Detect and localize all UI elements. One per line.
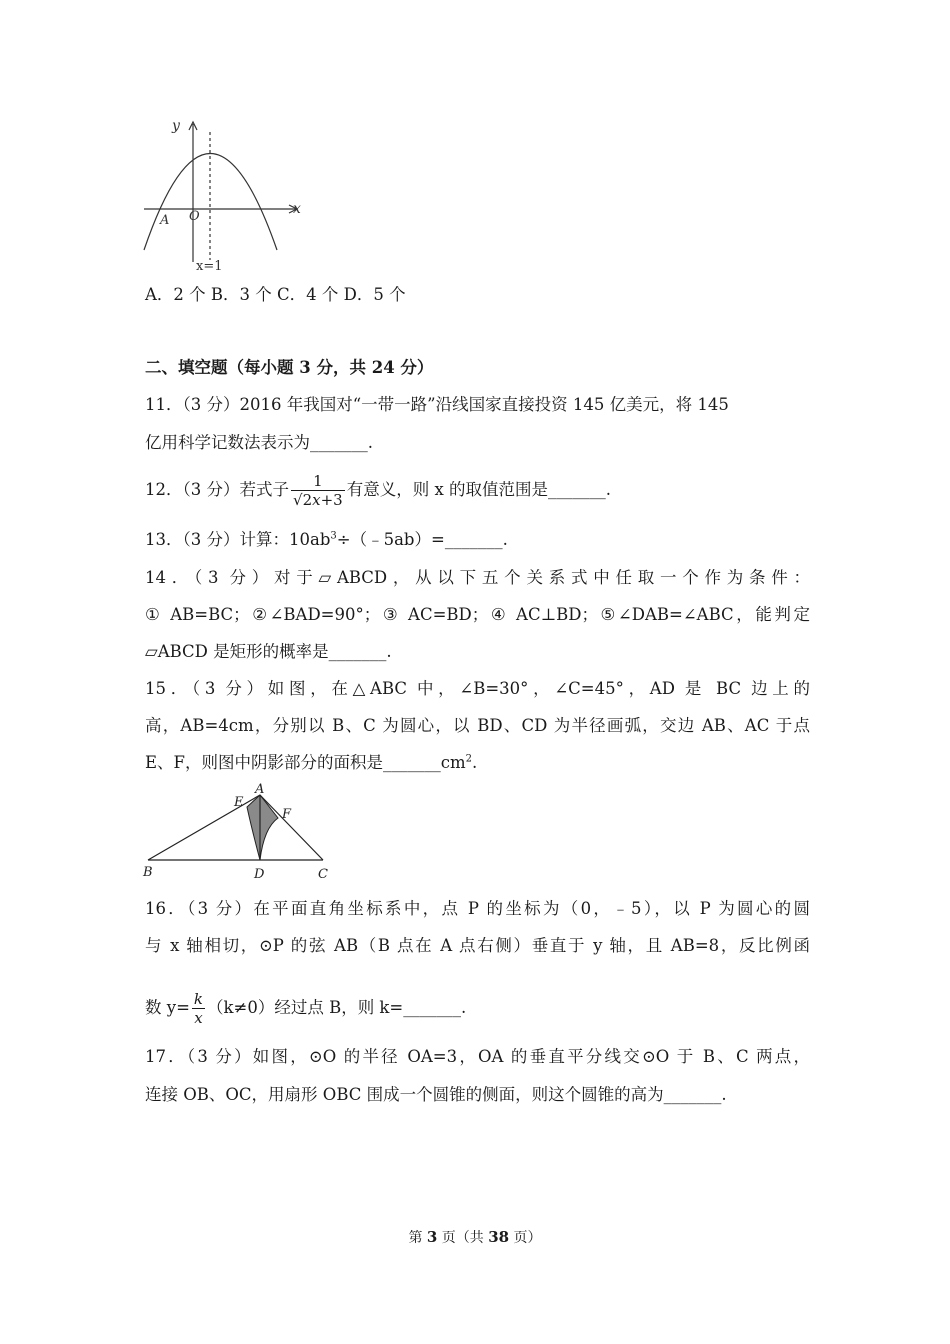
q13 (145, 529, 810, 551)
label-d: D (254, 867, 265, 882)
radicand-const: +3 (320, 491, 343, 509)
x-label: x (293, 201, 301, 217)
q11-line1: 11．（3 分）2016 年我国对“一带一路”沿线国家直接投资 145 亿美元，将 145 (145, 395, 729, 414)
q16-fraction (192, 990, 205, 1027)
q16-line3-suffix: （k≠0）经过点 B，则 k=_______. (207, 998, 467, 1017)
label-e: E (234, 795, 244, 810)
q11-line2: 亿用科学记数法表示为_______. (145, 433, 373, 452)
q15-line1: 15．（3 分）如图，在△ABC 中，∠B=30°，∠C=45°，AD 是 BC 边上的 (145, 679, 810, 698)
triangle-figure (140, 782, 340, 882)
q16-line3 (145, 988, 810, 1028)
q16-line3-prefix: 数 y= (145, 998, 190, 1017)
label-f: F (282, 807, 292, 822)
q15-line3 (145, 752, 810, 774)
q12-denominator (291, 490, 345, 509)
q10-options: A．2 个 B．3 个 C．4 个 D．5 个 (145, 285, 406, 304)
origin-label: O (189, 209, 200, 224)
q12-radicand (303, 491, 343, 509)
section-heading: 二、填空题（每小题 3 分，共 24 分） (145, 358, 434, 377)
parabola-figure (140, 112, 310, 274)
symmetry-label: x=1 (196, 259, 223, 274)
footer-page-number: 3 (426, 1228, 438, 1246)
q16-numerator: k (193, 990, 203, 1008)
q12-numerator: 1 (313, 472, 323, 490)
q15-line2: 高，AB=4cm，分别以 B、C 为圆心，以 BD、CD 为半径画弧，交边 AB、AC 于点 (145, 716, 810, 735)
q13-prefix: 13．（3 分）计算：10ab (145, 530, 331, 549)
sqrt-sign: √ (293, 491, 303, 509)
label-b: B (143, 865, 153, 880)
footer-text-2: 页（共 (437, 1230, 489, 1246)
q12-suffix: 有意义，则 x 的取值范围是_______. (346, 480, 611, 499)
footer-text-3: 页） (509, 1230, 542, 1246)
q15-line3-end: . (472, 753, 478, 772)
label-c: C (318, 867, 328, 882)
y-label: y (172, 118, 180, 134)
footer-text-1: 第 (408, 1230, 427, 1246)
q12-prefix: 12．（3 分）若式子 (145, 480, 289, 499)
q15-line3-text: E、F，则图中阴影部分的面积是_______cm (145, 753, 466, 772)
q14-line2: ① AB=BC；②∠BAD=90°；③ AC=BD；④ AC⊥BD；⑤∠DAB=∠ABC，能判定 (145, 605, 810, 624)
label-a: A (255, 782, 265, 797)
q17-line2: 连接 OB、OC，用扇形 OBC 围成一个圆锥的侧面，则这个圆锥的高为_______. (145, 1085, 727, 1104)
shaded-region (247, 795, 278, 860)
q16-denominator: x (192, 1008, 205, 1027)
radicand-var: x (312, 491, 321, 509)
radicand-coef: 2 (302, 491, 313, 509)
q14-line1: 14．（3 分）对于▱ABCD，从以下五个关系式中任取一个作为条件： (145, 568, 810, 587)
footer-total-pages: 38 (488, 1228, 510, 1246)
page-footer (0, 1227, 950, 1247)
point-a-label: A (160, 213, 170, 228)
q13-exponent: 3 (330, 530, 337, 542)
q17-line1: 17．（3 分）如图，⊙O 的半径 OA=3，OA 的垂直平分线交⊙O 于 B、C 两点， (145, 1047, 810, 1066)
q16-line2: 与 x 轴相切，⊙P 的弦 AB（B 点在 A 点右侧）垂直于 y 轴，且 AB=8，反比例函 (145, 936, 810, 955)
q14-line3: ▱ABCD 是矩形的概率是_______. (145, 642, 392, 661)
q16-line1: 16．（3 分）在平面直角坐标系中，点 P 的坐标为（0，﹣5），以 P 为圆心的圆 (145, 899, 810, 918)
q15-exponent: 2 (465, 753, 473, 765)
q13-suffix: ÷（﹣5ab）=_______. (336, 530, 508, 549)
q12 (145, 470, 810, 510)
q12-fraction (291, 472, 345, 509)
